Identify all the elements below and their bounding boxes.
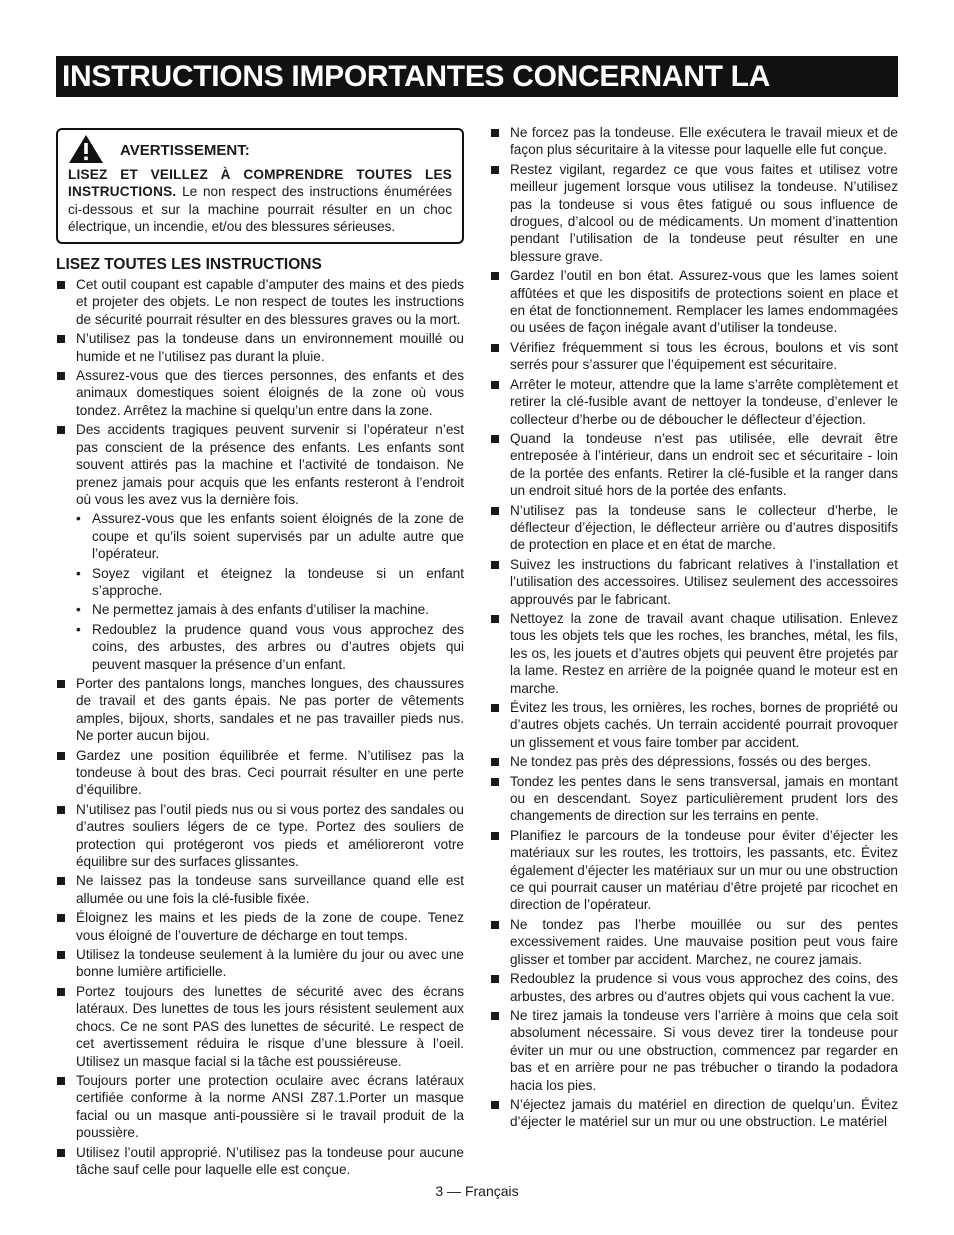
list-item: N’utilisez pas la tondeuse sans le collecteur d’herbe, le déflecteur d’éjection, le déflecteur arrière ou d’autres dispositifs de protection en place et en état de marche.	[490, 502, 898, 554]
list-item: Nettoyez la zone de travail avant chaque utilisation. Enlevez tous les objets tels que les roches, les branches, métal, les fils, les os, les jouets et d’autres objets qui peuvent être projetés par la lame. Restez en arrière de la poignée quand le moteur est en marche.	[490, 610, 898, 697]
list-item: Quand la tondeuse n’est pas utilisée, elle devrait être entreposée à l’intérieur, dans un endroit sec et sécuritaire - loin de la portée des enfants. Retirer la clé-fusible et la ranger dans un endroit situé hors de la portée des enfants.	[490, 430, 898, 500]
list-item: Ne tondez pas près des dépressions, fossés ou des berges.	[490, 753, 898, 770]
list-item: Arrêter le moteur, attendre que la lame s’arrête complètement et retirer la clé-fusible avant de nettoyer la tondeuse, d’enlever le collecteur d’herbe ou de déboucher le déflecteur d’éjection.	[490, 376, 898, 428]
list-item: Cet outil coupant est capable d’amputer des mains et des pieds et projeter des objets. Le non respect de toutes les instructions de sécurité pourrait résulter en des blessures graves ou la mort.	[56, 276, 464, 328]
list-item: Porter des pantalons longs, manches longues, des chaussures de travail et des gants épais. Ne pas porter de vêtements amples, bijoux, shorts, sandales et ne pas travailler pieds nus. Ne porter aucun bijou.	[56, 675, 464, 745]
list-item: Gardez une position équilibrée et ferme. N’utilisez pas la tondeuse à bout des bras. Ceci pourrait résulter en une perte d’équilibre.	[56, 747, 464, 799]
warning-heading	[68, 138, 452, 164]
list-item: Vérifiez fréquemment si tous les écrous, boulons et vis sont serrés pour s’assurer que l’équipement est sécuritaire.	[490, 339, 898, 374]
list-item: Suivez les instructions du fabricant relatives à l’installation et l’utilisation des accessoires. Utilisez seulement des accessoires approuvés par le fabricant.	[490, 556, 898, 608]
warning-body: Le non respect des instructions énumérées ci-dessous et sur la machine pourrait résulter en un choc électrique, un incendie, et/ou des blessures sérieuses.	[68, 184, 452, 235]
list-item: Éloignez les mains et les pieds de la zone de coupe. Tenez vous éloigné de l’ouverture de décharge en tout temps.	[56, 909, 464, 944]
list-item: Restez vigilant, regardez ce que vous faites et utilisez votre meilleur jugement lorsque vous utilisez la tondeuse. N’utilisez pas la tondeuse si vous êtes fatigué ou sous influence de drogues, d’alcool ou de médicaments. Un moment d’inattention pendant l’utilisation de la tondeuse peut résulter en une blessure grave.	[490, 161, 898, 265]
list-item: N’utilisez pas l’outil pieds nus ou si vous portez des sandales ou d’autres souliers légers de ce type. Portez des souliers de protection qui protégeront vos pieds et amélioreront votre équilibre sur des surfaces glissantes.	[56, 801, 464, 871]
page-title: INSTRUCTIONS IMPORTANTES CONCERNANT LA SÉCURITÉ	[56, 56, 898, 97]
list-item: Tondez les pentes dans le sens transversal, jamais en montant ou en descendant. Soyez particulièrement prudent lors des changements de direction sur les terrains en pente.	[490, 773, 898, 825]
list-item: Toujours porter une protection oculaire avec écrans latéraux certifiée conforme à la norme ANSI Z87.1.Porter un masque facial ou un masque anti-poussière si le travail produit de la poussière.	[56, 1072, 464, 1142]
right-column	[490, 124, 898, 1133]
warning-bold-lead: LISEZ ET VEILLEZ À COMPRENDRE TOUTES LES INSTRUCTIONS.	[68, 167, 452, 200]
warning-text	[68, 166, 452, 236]
warning-triangle-icon	[68, 134, 104, 164]
left-column	[56, 124, 464, 1180]
list-item: Utilisez la tondeuse seulement à la lumière du jour ou avec une bonne lumière artificielle.	[56, 946, 464, 981]
left-bullet-list	[56, 276, 464, 1178]
list-item: Ne laissez pas la tondeuse sans surveillance quand elle est allumée ou une fois la clé-fusible fixée.	[56, 872, 464, 907]
sub-bullet-list	[76, 510, 464, 673]
list-item: Gardez l’outil en bon état. Assurez-vous que les lames soient affûtées et que les dispositifs de protections soient en place et en état de fonctionnement. Remplacer les lames endommagées ou usées de façon inégale avant d’utiliser la tondeuse.	[490, 267, 898, 337]
list-item: Évitez les trous, les ornières, les roches, bornes de propriété ou d’autres objets cachés. Un terrain accidenté pourrait provoquer un glissement et vous faire tomber par accident.	[490, 699, 898, 751]
list-item-children	[56, 421, 464, 673]
warning-title: AVERTISSEMENT:	[120, 142, 250, 160]
list-item: Ne tondez pas l’herbe mouillée ou sur des pentes excessivement raides. Une mauvaise position peut vous faire glisser et tomber par accident. Marchez, ne courez jamais.	[490, 916, 898, 968]
list-item-text: Des accidents tragiques peuvent survenir si l’opérateur n’est pas conscient de la présence des enfants. Les enfants sont souvent attirés pas la machine et l’activité de tondaison. Ne prenez jamais pour acquis que les enfants resteront à l’endroit où vous les avez vus la dernière fois.	[76, 422, 464, 507]
sub-list-item: • Ne permettez jamais à des enfants d’utiliser la machine.	[76, 601, 464, 618]
right-bullet-list	[490, 124, 898, 1131]
list-item: Portez toujours des lunettes de sécurité avec des écrans latéraux. Des lunettes de tous les jours résistent seulement aux chocs. Ce ne sont PAS des lunettes de sécurité. Le respect de cet avertissement réduira le risque d’une blessure à l’oeil. Utilisez un masque facial si la tâche est poussiéreuse.	[56, 983, 464, 1070]
list-item: N’éjectez jamais du matériel en direction de quelqu’un. Évitez d’éjecter le matériel sur un mur ou une obstruction. Le matériel	[490, 1096, 898, 1131]
list-item: Planifiez le parcours de la tondeuse pour éviter d’éjecter les matériaux sur les routes, les trottoirs, les passants, etc. Évitez également d’éjecter les matériaux sur un mur ou une obstruction ce qui pourrait causer un matériau d’être projeté par ricochet en direction de l’opérateur.	[490, 827, 898, 914]
section-title: LISEZ TOUTES LES INSTRUCTIONS	[56, 255, 322, 273]
warning-box	[56, 128, 464, 244]
list-item: N’utilisez pas la tondeuse dans un environnement mouillé ou humide et ne l’utilisez pas durant la pluie.	[56, 330, 464, 365]
list-item: Utilisez l’outil approprié. N’utilisez pas la tondeuse pour aucune tâche sauf celle pour laquelle elle est conçue.	[56, 1144, 464, 1179]
page-footer: 3 — Français	[435, 1183, 519, 1199]
list-item: Assurez-vous que des tierces personnes, des enfants et des animaux domestiques soient éloignés de la zone où vous tondez. Arrêtez la machine si quelqu’un entre dans la zone.	[56, 367, 464, 419]
sub-list-item: • Assurez-vous que les enfants soient éloignés de la zone de coupe et qu’ils soient supervisés par un adulte autre que l’opérateur.	[76, 510, 464, 562]
list-item: Ne tirez jamais la tondeuse vers l’arrière à moins que cela soit absolument nécessaire. Si vous devez tirer la tondeuse pour éviter un mur ou une obstruction, commencez par regarder en bas et en arrière pour ne pas trébucher o tirando la podadora hacia los pies.	[490, 1007, 898, 1094]
list-item: Ne forcez pas la tondeuse. Elle exécutera le travail mieux et de façon plus sécuritaire à la vitesse pour laquelle elle fut conçue.	[490, 124, 898, 159]
sub-list-item: • Redoublez la prudence quand vous vous approchez des coins, des arbustes, des arbres ou d’autres objets qui peuvent masquer la présence d’un enfant.	[76, 621, 464, 673]
list-item: Redoublez la prudence si vous vous approchez des coins, des arbustes, des arbres ou d’autres objets qui vous cachent la vue.	[490, 970, 898, 1005]
sub-list-item: • Soyez vigilant et éteignez la tondeuse si un enfant s’approche.	[76, 565, 464, 600]
